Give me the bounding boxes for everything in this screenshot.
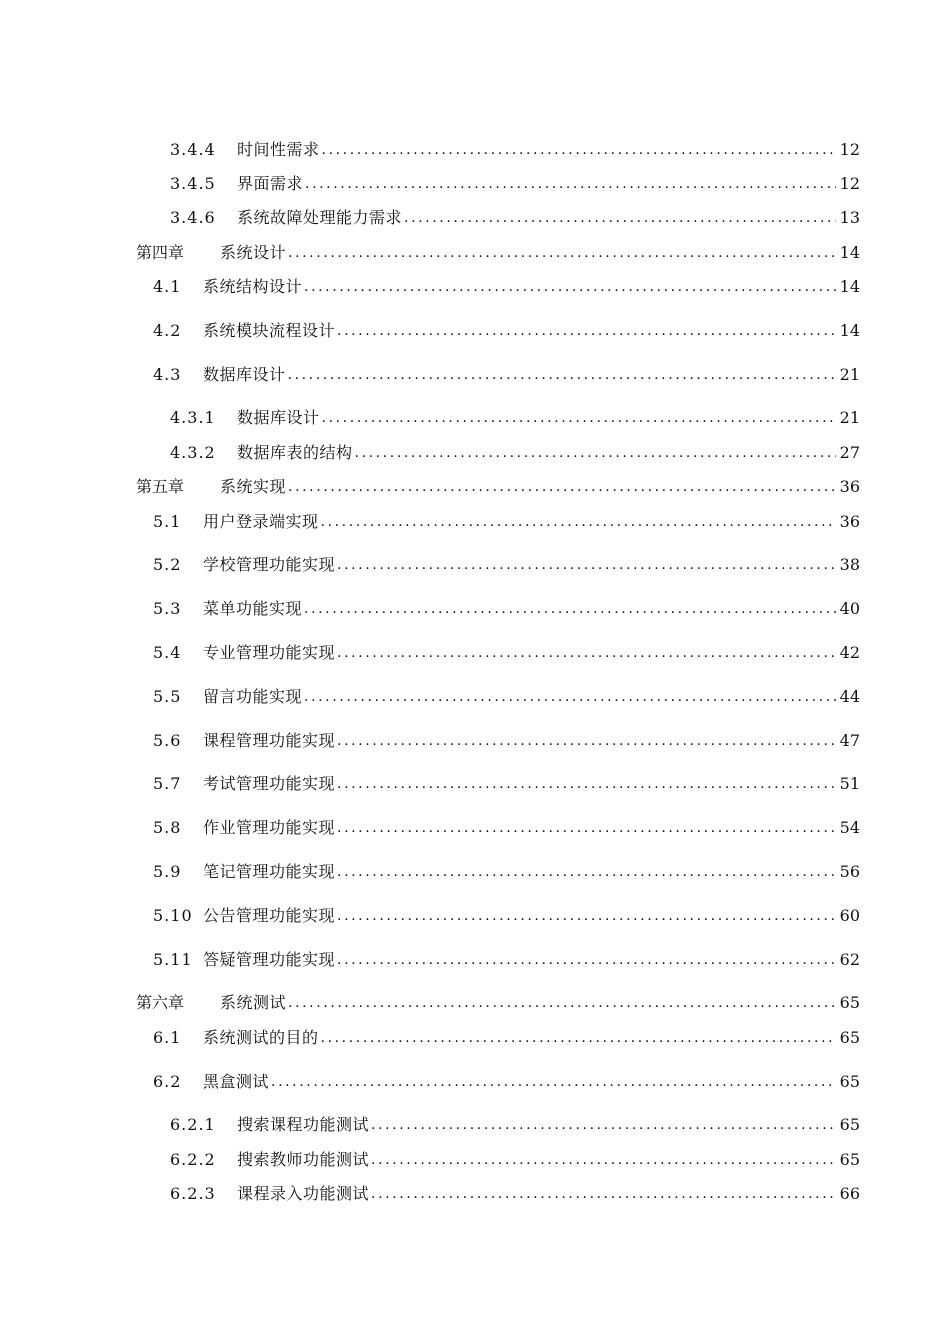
toc-entry-chapter-6[interactable]: [136, 991, 860, 1015]
toc-title: 系统设计: [220, 243, 287, 262]
toc-title: 学校管理功能实现: [203, 555, 336, 574]
dot-leader: [371, 1148, 836, 1172]
toc-entry-5-5[interactable]: [153, 685, 860, 709]
toc-number: 6.2: [153, 1072, 182, 1091]
toc-title: 数据库表的结构: [237, 443, 353, 462]
toc-entry-5-2[interactable]: [153, 553, 860, 577]
toc-page-number: 65: [839, 1115, 860, 1134]
toc-title: 系统测试: [220, 993, 287, 1012]
toc-entry-5-7[interactable]: [153, 772, 860, 796]
dot-leader: [404, 206, 836, 230]
dot-leader: [305, 172, 836, 196]
toc-title: 搜索课程功能测试: [237, 1115, 370, 1134]
dot-leader: [304, 597, 836, 621]
dot-leader: [371, 1113, 836, 1137]
dot-leader: [337, 641, 836, 665]
toc-page-number: 13: [839, 208, 860, 227]
toc-number: 5.6: [153, 731, 182, 750]
dot-leader: [271, 1070, 836, 1094]
toc-number: 6.1: [153, 1028, 182, 1047]
dot-leader: [304, 685, 836, 709]
toc-title: 课程录入功能测试: [237, 1184, 370, 1203]
toc-entry-3-4-5[interactable]: [170, 172, 860, 196]
dot-leader: [322, 138, 836, 162]
toc-page-number: 65: [839, 1072, 860, 1091]
toc-title: 系统实现: [220, 477, 287, 496]
dot-leader: [304, 275, 836, 299]
toc-page-number: 56: [839, 862, 860, 881]
toc-page-number: 62: [839, 950, 860, 969]
toc-title: 数据库设计: [237, 408, 320, 427]
toc-page-number: 12: [839, 174, 860, 193]
toc-title: 系统模块流程设计: [203, 321, 336, 340]
toc-number: 5.11: [153, 950, 193, 969]
toc-page-number: 14: [839, 277, 860, 296]
dot-leader: [337, 553, 836, 577]
toc-page-number: 54: [839, 818, 860, 837]
dot-leader: [288, 991, 836, 1015]
toc-title: 笔记管理功能实现: [203, 862, 336, 881]
toc-page-number: 36: [839, 512, 860, 531]
dot-leader: [355, 441, 836, 465]
toc-title: 留言功能实现: [203, 687, 303, 706]
dot-leader: [337, 860, 836, 884]
toc-number: 5.10: [153, 906, 193, 925]
toc-page-number: 40: [839, 599, 860, 618]
toc-entry-4-2[interactable]: [153, 319, 860, 343]
dot-leader: [321, 1026, 836, 1050]
toc-number: 4.3: [153, 365, 182, 384]
toc-number: 5.5: [153, 687, 182, 706]
toc-entry-5-6[interactable]: [153, 729, 860, 753]
toc-title: 考试管理功能实现: [203, 774, 336, 793]
toc-entry-6-2-2[interactable]: [170, 1148, 860, 1172]
toc-title: 系统故障处理能力需求: [237, 208, 403, 227]
dot-leader: [322, 406, 836, 430]
toc-number: 5.3: [153, 599, 182, 618]
toc-title: 搜索教师功能测试: [237, 1150, 370, 1169]
toc-number: 3.4.4: [170, 140, 216, 159]
toc-title: 黑盒测试: [203, 1072, 270, 1091]
dot-leader: [321, 510, 836, 534]
toc-number: 4.3.2: [170, 443, 216, 462]
toc-title: 菜单功能实现: [203, 599, 303, 618]
toc-entry-5-8[interactable]: [153, 816, 860, 840]
toc-entry-5-11[interactable]: [153, 948, 860, 972]
toc-number: 5.2: [153, 555, 182, 574]
toc-entry-4-1[interactable]: [153, 275, 860, 299]
toc-entry-6-2-3[interactable]: [170, 1182, 860, 1206]
toc-entry-5-9[interactable]: [153, 860, 860, 884]
toc-page-number: 51: [839, 774, 860, 793]
toc-page-number: 65: [839, 1150, 860, 1169]
toc-entry-3-4-6[interactable]: [170, 206, 860, 230]
toc-number: 4.1: [153, 277, 182, 296]
toc-page-number: 44: [839, 687, 860, 706]
toc-number: 5.1: [153, 512, 182, 531]
toc-entry-5-4[interactable]: [153, 641, 860, 665]
toc-page-number: 38: [839, 555, 860, 574]
toc-page-number: 21: [839, 365, 860, 384]
toc-entry-4-3[interactable]: [153, 363, 860, 387]
toc-title: 作业管理功能实现: [203, 818, 336, 837]
toc-page-number: 14: [839, 243, 860, 262]
toc-title: 时间性需求: [237, 140, 320, 159]
toc-page-number: 27: [839, 443, 860, 462]
toc-number: 6.2.2: [170, 1150, 216, 1169]
dot-leader: [288, 241, 836, 265]
dot-leader: [337, 729, 836, 753]
dot-leader: [337, 319, 836, 343]
toc-number: 第四章: [136, 243, 185, 262]
toc-entry-5-3[interactable]: [153, 597, 860, 621]
toc-page-number: 12: [839, 140, 860, 159]
toc-number: 6.2.3: [170, 1184, 216, 1203]
toc-number: 4.3.1: [170, 408, 216, 427]
toc-title: 数据库设计: [203, 365, 286, 384]
toc-title: 系统测试的目的: [203, 1028, 319, 1047]
toc-title: 课程管理功能实现: [203, 731, 336, 750]
dot-leader: [337, 816, 836, 840]
toc-number: 第五章: [136, 477, 185, 496]
toc-number: 5.8: [153, 818, 182, 837]
toc-number: 3.4.5: [170, 174, 216, 193]
dot-leader: [337, 904, 836, 928]
toc-page-number: 65: [839, 993, 860, 1012]
toc-entry-chapter-4[interactable]: [136, 241, 860, 265]
toc-entry-6-2[interactable]: [153, 1070, 860, 1094]
toc-entry-3-4-4[interactable]: [170, 138, 860, 162]
dot-leader: [337, 772, 836, 796]
toc-page-number: 66: [839, 1184, 860, 1203]
dot-leader: [371, 1182, 836, 1206]
toc-entry-6-2-1[interactable]: [170, 1113, 860, 1137]
toc-entry-chapter-5[interactable]: [136, 475, 860, 499]
toc-number: 5.9: [153, 862, 182, 881]
toc-entry-5-10[interactable]: [153, 904, 860, 928]
toc-title: 公告管理功能实现: [203, 906, 336, 925]
toc-entry-4-3-1[interactable]: [170, 406, 860, 430]
toc-title: 用户登录端实现: [203, 512, 319, 531]
toc-title: 专业管理功能实现: [203, 643, 336, 662]
toc-number: 3.4.6: [170, 208, 216, 227]
toc-page-number: 47: [839, 731, 860, 750]
toc-entry-4-3-2[interactable]: [170, 441, 860, 465]
toc-title: 系统结构设计: [203, 277, 303, 296]
toc-page-number: 14: [839, 321, 860, 340]
toc-page-number: 65: [839, 1028, 860, 1047]
dot-leader: [288, 363, 836, 387]
toc-page-number: 36: [839, 477, 860, 496]
toc-entry-6-1[interactable]: [153, 1026, 860, 1050]
toc-number: 5.7: [153, 774, 182, 793]
toc-page-number: 42: [839, 643, 860, 662]
toc-number: 第六章: [136, 993, 185, 1012]
toc-title: 答疑管理功能实现: [203, 950, 336, 969]
dot-leader: [288, 475, 836, 499]
toc-page-number: 60: [839, 906, 860, 925]
toc-number: 4.2: [153, 321, 182, 340]
toc-number: 6.2.1: [170, 1115, 216, 1134]
toc-entry-5-1[interactable]: [153, 510, 860, 534]
toc-title: 界面需求: [237, 174, 304, 193]
toc-page-number: 21: [839, 408, 860, 427]
toc-number: 5.4: [153, 643, 182, 662]
dot-leader: [337, 948, 836, 972]
